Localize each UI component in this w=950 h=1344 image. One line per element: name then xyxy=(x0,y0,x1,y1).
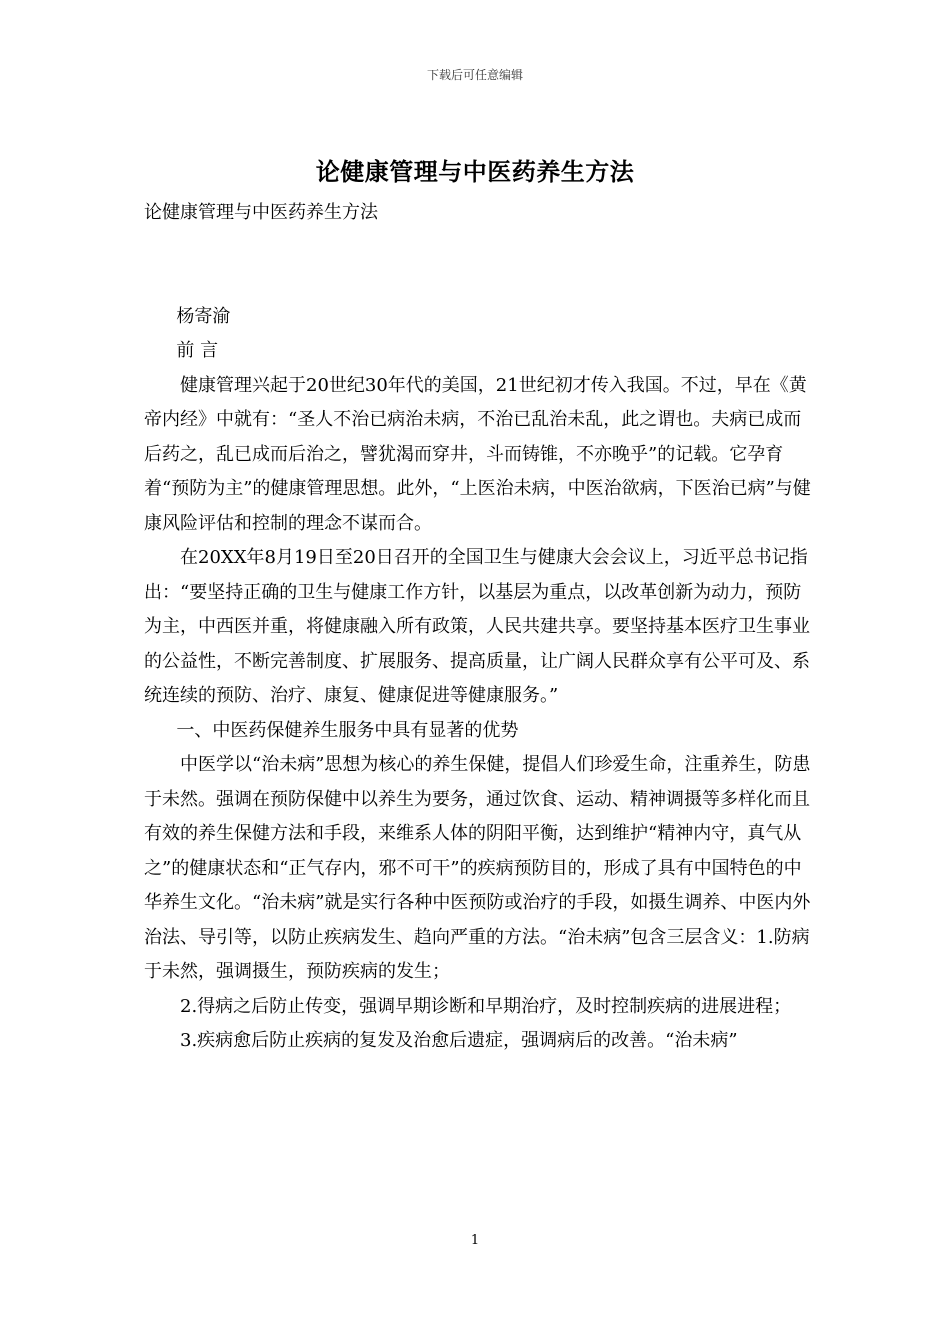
author-name: 杨寄渝 xyxy=(176,305,231,327)
document-title: 论健康管理与中医药养生方法 xyxy=(315,157,635,186)
list-item-3: 3.疾病愈后防止疾病的复发及治愈后遗症，强调病后的改善。“治未病” xyxy=(180,1030,738,1051)
section-1-paragraph: 中医学以“治未病”思想为核心的养生保健，提倡人们珍爱生命，注重养生，防患于未然。强调在预防保健中以养生为要务，通过饮食、运动、精神调摄等多样化而且有效的养生保健方法和手段，来维系人体的阴阳平衡，达到维护“精神内守，真气从之”的健康状态和“正气存内，邪不可干”的疾病预防目的，形成了具有中国特色的中华养生文化。“治未病”就是实行各种中医预防或治疗的手段，如摄生调养、中医内外治法、导引等，以防止疾病发生、趋向严重的方法。“治未病”包含三层含义：1.防病于未然，强调摄生，预防疾病的发生； xyxy=(144,754,811,982)
blank-line xyxy=(144,265,816,300)
section-1-heading: 一、中医药保健养生服务中具有显著的优势 xyxy=(176,719,519,741)
document-subtitle: 论健康管理与中医药养生方法 xyxy=(144,202,378,223)
page-number: 1 xyxy=(470,1233,480,1248)
document-body xyxy=(144,196,816,1059)
paragraph-1: 健康管理兴起于20世纪30年代的美国，21世纪初才传入我国。不过，早在《黄帝内经》中就有：“圣人不治已病治未病，不治已乱治未乱，此之谓也。夫病已成而后药之，乱已成而后治之，譬犹渴而穿井，斗而铸锥，不亦晚乎”的记载。它孕育着“预防为主”的健康管理思想。此外，“上医治未病，中医治欲病，下医治已病”与健康风险评估和控制的理念不谋而合。 xyxy=(144,374,811,534)
paragraph-2: 在20XX年8月19日至20日召开的全国卫生与健康大会会议上，习近平总书记指出：“要坚持正确的卫生与健康工作方针，以基层为重点，以改革创新为动力，预防为主，中西医并重，将健康融入所有政策，人民共建共享。要坚持基本医疗卫生事业的公益性，不断完善制度、扩展服务、提高质量，让广阔人民群众享有公平可及、系统连续的预防、治疗、康复、健康促进等健康服务。” xyxy=(144,547,810,706)
header-note: 下载后可任意编辑 xyxy=(426,68,523,82)
preface-heading: 前 言 xyxy=(176,340,219,361)
list-item-2: 2.得病之后防止传变，强调早期诊断和早期治疗，及时控制疾病的进展进程； xyxy=(180,995,792,1017)
